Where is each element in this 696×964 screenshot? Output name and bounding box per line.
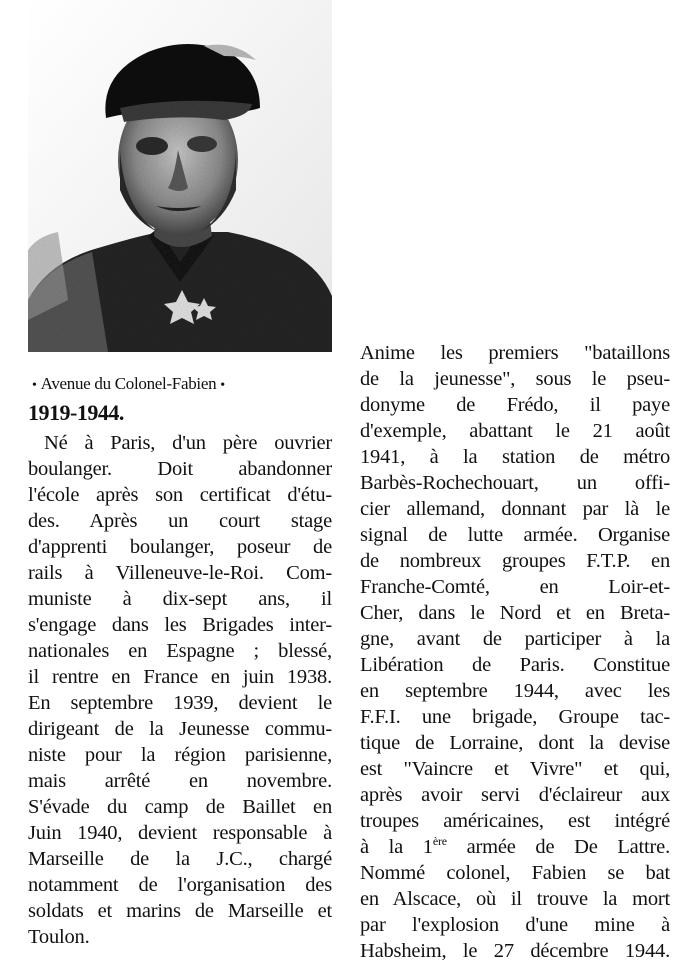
text-line: des. Après un court stage [28, 510, 332, 532]
text-line: F.F.I. une brigade, Groupe tac- [360, 706, 670, 728]
text-line: il rentre en France en juin 1938. [28, 666, 332, 688]
text-line: Anime les premiers "bataillons [360, 342, 670, 364]
text-line: Juin 1940, devient responsable à [28, 822, 332, 844]
heading-bullet-left: • [32, 378, 37, 393]
left-column [28, 372, 332, 950]
text-line: mais arrêté en novembre. [28, 770, 332, 792]
text-line: notamment de l'organisation des [28, 874, 332, 896]
right-body-text-end [360, 860, 670, 964]
street-name: Avenue du Colonel-Fabien [40, 374, 217, 393]
text-line: tique de Lorraine, dont la devise [360, 732, 670, 754]
ordinal-suffix: ère [432, 834, 447, 848]
text-line: d'exemple, abattant le 21 août [360, 420, 670, 442]
text-line: Cher, dans le Nord et en Breta- [360, 602, 670, 624]
text-line: après avoir servi d'éclaireur aux [360, 784, 670, 806]
text-line: d'apprenti boulanger, poseur de [28, 536, 332, 558]
text-line: soldats et marins de Marseille et [28, 900, 332, 922]
text-line: troupes américaines, est intégré [360, 810, 670, 832]
text-line: en septembre 1944, avec les [360, 680, 670, 702]
text-line: Toulon. [28, 926, 90, 948]
text-line-army: à la 1ère armée de De Lattre. [360, 834, 670, 858]
text-line: dirigeant de la Jeunesse commu- [28, 718, 332, 740]
text-line: en Alscace, où il trouve la mort [360, 888, 670, 910]
text-line: niste pour la région parisienne, [28, 744, 332, 766]
portrait-drawing [28, 0, 332, 352]
text-line: de nombreux groupes F.T.P. en [360, 550, 670, 572]
text-line: nationales en Espagne ; blessé, [28, 640, 332, 662]
left-body-text [28, 430, 332, 950]
text-line: s'engage dans les Brigades inter- [28, 614, 332, 636]
life-dates: 1919-1944. [28, 400, 124, 425]
text-line: par l'explosion d'une mine à [360, 914, 670, 936]
portrait-photo [28, 0, 332, 352]
right-column [360, 340, 670, 964]
text-line: 1941, à la station de métro [360, 446, 670, 468]
article-heading [28, 372, 332, 398]
text-line: boulanger. Doit abandonner [28, 458, 332, 480]
text-line: Nommé colonel, Fabien se bat [360, 862, 670, 884]
text-line: Libération de Paris. Constitue [360, 654, 670, 676]
right-body-text [360, 340, 670, 834]
text-line: Barbès-Rochechouart, un offi- [360, 472, 670, 494]
text-line: signal de lutte armée. Organise [360, 524, 670, 546]
text-line: est "Vaincre et Vivre" et qui, [360, 758, 670, 780]
text-line: rails à Villeneuve-le-Roi. Com- [28, 562, 332, 584]
text-line: En septembre 1939, devient le [28, 692, 332, 714]
text-line: Marseille de la J.C., chargé [28, 848, 332, 870]
text-line: muniste à dix-sept ans, il [28, 588, 332, 610]
heading-bullet-right: • [220, 378, 225, 393]
text-line: Franche-Comté, en Loir-et- [360, 576, 670, 598]
text-line: l'école après son certificat d'étu- [28, 484, 332, 506]
text-line: donyme de Frédo, il paye [360, 394, 670, 416]
text-line: S'évade du camp de Baillet en [28, 796, 332, 818]
text-line: gne, avant de participer à la [360, 628, 670, 650]
text-line: de la jeunesse", sous le pseu- [360, 368, 670, 390]
text-line: Né à Paris, d'un père ouvrier [44, 432, 332, 454]
text-line: Habsheim, le 27 décembre 1944. [360, 940, 670, 962]
text-line: cier allemand, donnant par là le [360, 498, 670, 520]
